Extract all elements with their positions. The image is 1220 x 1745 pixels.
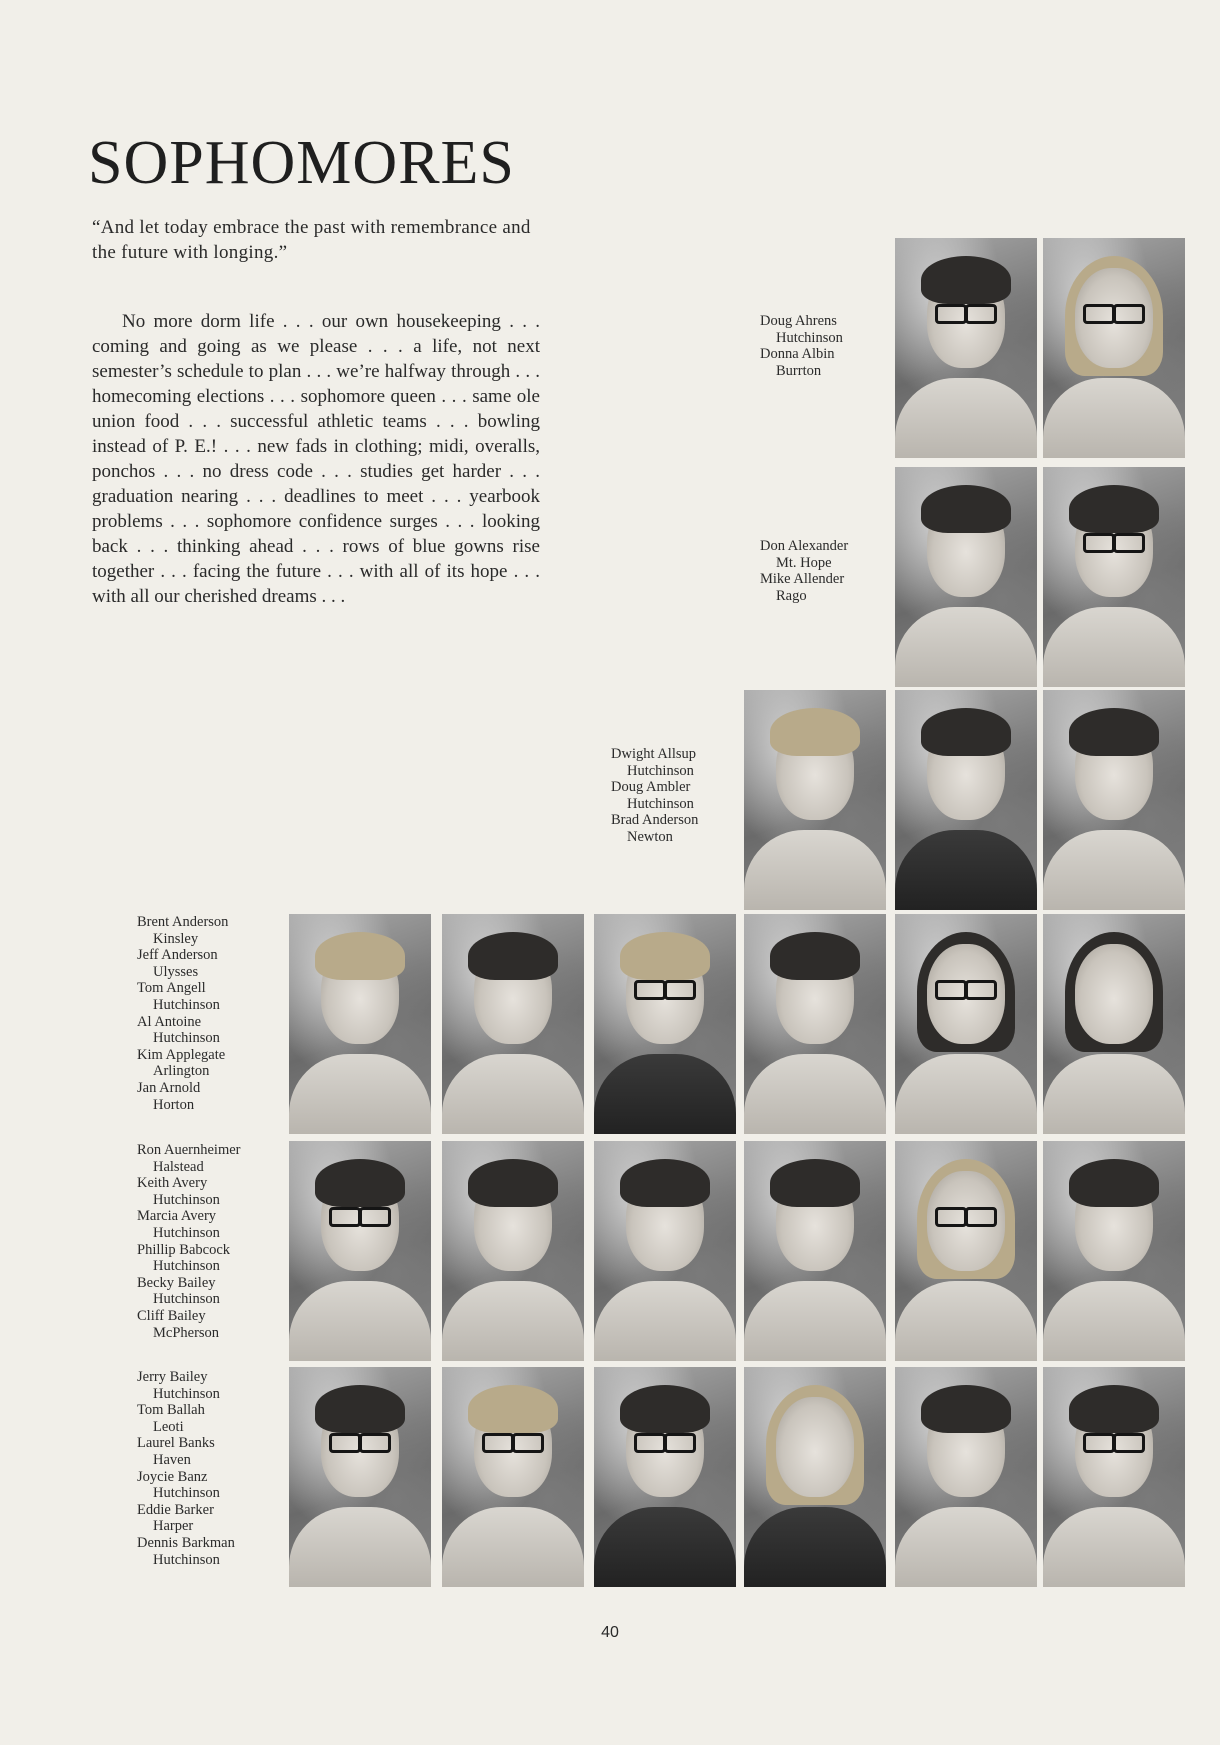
student-portrait bbox=[442, 1367, 584, 1587]
student-town: Hutchinson bbox=[627, 762, 694, 779]
caption-group-1 bbox=[760, 313, 843, 379]
student-name: Kim Applegate bbox=[137, 1046, 226, 1063]
student-portrait bbox=[895, 1367, 1037, 1587]
student-name: Doug Ahrens bbox=[760, 313, 837, 329]
student-portrait bbox=[442, 914, 584, 1134]
student-portrait bbox=[594, 1141, 736, 1361]
student-town: Ulysses bbox=[153, 963, 199, 980]
student-name: Dennis Barkman bbox=[137, 1534, 235, 1551]
student-name: Becky Bailey bbox=[137, 1274, 216, 1291]
student-portrait bbox=[1043, 467, 1185, 687]
student-name: Al Antoine bbox=[137, 1013, 202, 1030]
glasses-icon bbox=[1083, 304, 1145, 320]
glasses-icon bbox=[634, 1433, 696, 1449]
student-name: Jerry Bailey bbox=[137, 1369, 208, 1385]
student-name: Joycie Banz bbox=[137, 1468, 208, 1485]
glasses-icon bbox=[482, 1433, 544, 1449]
student-portrait bbox=[895, 914, 1037, 1134]
student-town: Halstead bbox=[153, 1158, 204, 1175]
caption-group-2 bbox=[760, 538, 848, 604]
student-town: Burrton bbox=[776, 362, 822, 379]
student-name: Donna Albin bbox=[760, 346, 835, 363]
student-portrait bbox=[1043, 1141, 1185, 1361]
glasses-icon bbox=[935, 980, 997, 996]
student-portrait bbox=[1043, 690, 1185, 910]
student-portrait bbox=[744, 1141, 886, 1361]
student-town: Hutchinson bbox=[153, 1291, 220, 1308]
student-name: Jeff Anderson bbox=[137, 947, 218, 964]
student-portrait bbox=[1043, 238, 1185, 458]
student-portrait bbox=[1043, 1367, 1185, 1587]
epigraph-quote: “And let today embrace the past with remembrance and the future with longing.” bbox=[92, 217, 531, 263]
student-name: Laurel Banks bbox=[137, 1435, 215, 1452]
student-name: Mike Allender bbox=[760, 571, 845, 588]
student-town: Hutchinson bbox=[153, 1258, 220, 1275]
student-portrait bbox=[744, 1367, 886, 1587]
page-number: 40 bbox=[601, 1624, 619, 1641]
page-title: SOPHOMORES bbox=[88, 129, 515, 197]
caption-group-3 bbox=[611, 746, 698, 846]
glasses-icon bbox=[1083, 533, 1145, 549]
student-name: Eddie Barker bbox=[137, 1501, 214, 1518]
student-name: Doug Ambler bbox=[611, 779, 691, 796]
student-name: Brad Anderson bbox=[611, 812, 699, 829]
student-town: Horton bbox=[153, 1096, 195, 1113]
student-town: Mt. Hope bbox=[776, 554, 832, 571]
student-portrait bbox=[289, 914, 431, 1134]
student-town: Kinsley bbox=[153, 930, 199, 947]
student-name: Tom Angell bbox=[137, 980, 206, 997]
student-portrait bbox=[289, 1141, 431, 1361]
student-town: Hutchinson bbox=[153, 1191, 220, 1208]
student-town: Hutchinson bbox=[153, 1224, 220, 1241]
student-town: Hutchinson bbox=[776, 329, 843, 346]
student-portrait bbox=[1043, 914, 1185, 1134]
student-town: Leoti bbox=[153, 1418, 184, 1435]
student-portrait bbox=[442, 1141, 584, 1361]
student-town: Hutchinson bbox=[153, 1030, 220, 1047]
student-name: Tom Ballah bbox=[137, 1402, 205, 1419]
student-name: Ron Auernheimer bbox=[137, 1142, 241, 1158]
student-town: Haven bbox=[153, 1451, 191, 1468]
glasses-icon bbox=[329, 1433, 391, 1449]
glasses-icon bbox=[634, 980, 696, 996]
intro-paragraph: No more dorm life . . . our own housekeeping . . . coming and going as we please . . . a life, not next semester’s schedule to plan . . . we’re halfway through . . . homecoming elections . . . sophomore queen . . . same ole union food . . . successful athletic teams . . . bowling instead of P. E.! . . . new fads in clothing; midi, overalls, ponchos . . . no dress code . . . studies get harder . . . graduation nearing . . . deadlines to meet . . . yearbook problems . . . sophomore confidence surges . . . looking back . . . thinking ahead . . . rows of blue gowns rise together . . . facing the future . . . with all of its hope . . . with all our cherished dreams . . . bbox=[92, 311, 540, 607]
student-name: Brent Anderson bbox=[137, 914, 229, 930]
student-portrait bbox=[744, 914, 886, 1134]
student-town: McPherson bbox=[153, 1324, 220, 1341]
student-town: Harper bbox=[153, 1518, 194, 1535]
student-portrait bbox=[895, 1141, 1037, 1361]
student-name: Jan Arnold bbox=[137, 1079, 201, 1096]
student-name: Don Alexander bbox=[760, 538, 849, 554]
student-town: Newton bbox=[627, 828, 673, 845]
student-name: Keith Avery bbox=[137, 1175, 208, 1192]
student-portrait bbox=[895, 467, 1037, 687]
student-name: Dwight Allsup bbox=[611, 746, 696, 762]
student-town: Arlington bbox=[153, 1063, 210, 1080]
student-town: Hutchinson bbox=[153, 996, 220, 1013]
student-town: Rago bbox=[776, 587, 807, 604]
student-portrait bbox=[594, 914, 736, 1134]
glasses-icon bbox=[1083, 1433, 1145, 1449]
student-portrait bbox=[895, 238, 1037, 458]
student-name: Phillip Babcock bbox=[137, 1241, 231, 1258]
glasses-icon bbox=[935, 1207, 997, 1223]
student-portrait bbox=[744, 690, 886, 910]
student-town: Hutchinson bbox=[153, 1551, 220, 1568]
student-town: Hutchinson bbox=[153, 1485, 220, 1502]
student-name: Cliff Bailey bbox=[137, 1307, 206, 1324]
glasses-icon bbox=[329, 1207, 391, 1223]
student-portrait bbox=[895, 690, 1037, 910]
student-name: Marcia Avery bbox=[137, 1208, 217, 1225]
caption-group-6 bbox=[137, 1369, 235, 1568]
caption-group-4 bbox=[137, 914, 228, 1113]
glasses-icon bbox=[935, 304, 997, 320]
caption-group-5 bbox=[137, 1142, 241, 1341]
student-town: Hutchinson bbox=[153, 1385, 220, 1402]
student-town: Hutchinson bbox=[627, 795, 694, 812]
student-portrait bbox=[289, 1367, 431, 1587]
student-portrait bbox=[594, 1367, 736, 1587]
